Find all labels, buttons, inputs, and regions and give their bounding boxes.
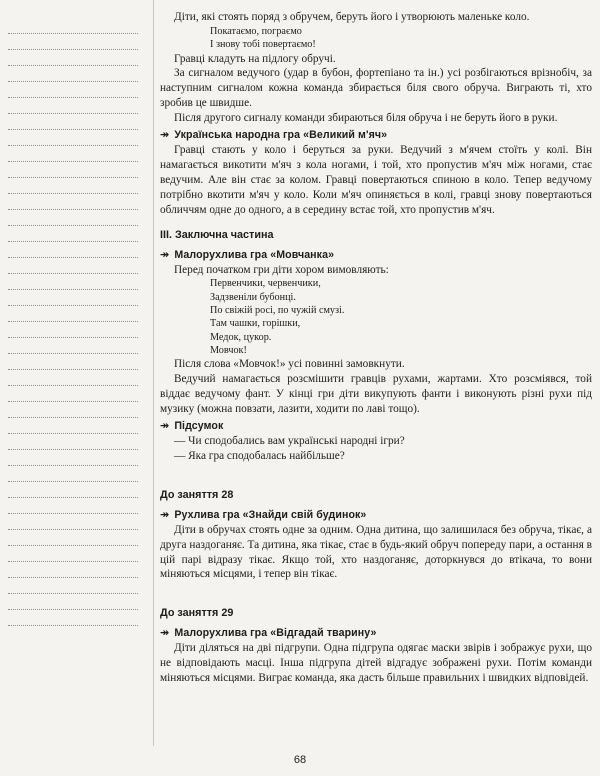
margin-note-line xyxy=(8,450,138,466)
page-content xyxy=(160,10,592,686)
summary-title: Підсумок xyxy=(174,419,224,432)
margin-note-line xyxy=(8,130,138,146)
summary-heading xyxy=(160,419,592,433)
margin-note-line xyxy=(8,594,138,610)
margin-note-line xyxy=(8,386,138,402)
paragraph: Ведучий намагається розсмішити гравців рухами, жартами. Хто розсміявся, той віддає ведучому фант. У кінці гри діти викупують фанти і виконують різні рухи під музику (можна повзати, лазити, ходити по лаві тощо). xyxy=(160,373,592,415)
margin-note-line xyxy=(8,258,138,274)
column-divider xyxy=(153,0,154,746)
verse-line: Покатаємо, пограємо xyxy=(210,25,302,37)
verse-line: І знову тобі повертаємо! xyxy=(210,39,316,51)
margin-note-line xyxy=(8,370,138,386)
paragraph: За сигналом ведучого (удар в бубон, фортепіано та ін.) усі розбігаються врізнобіч, за наступним сигналом кожна команда збирається біля свого обруча. Виграють ті, хто зробив це швидше. xyxy=(160,67,592,110)
game-title: Українська народна гра «Великий м'яч» xyxy=(174,129,388,142)
section-title: III. Заключна частина xyxy=(160,228,274,241)
margin-note-line xyxy=(8,354,138,370)
margin-note-line xyxy=(8,578,138,594)
double-arrow-icon: ↠ xyxy=(160,129,170,142)
double-arrow-icon: ↠ xyxy=(160,627,170,640)
verse-line: Там чашки, горішки, xyxy=(210,318,301,330)
margin-note-line xyxy=(8,50,138,66)
game-heading-guess-animal xyxy=(160,626,592,640)
margin-note-line xyxy=(8,114,138,130)
margin-note-line xyxy=(8,82,138,98)
question: — Яка гра сподобалась найбільше? xyxy=(174,449,345,462)
margin-note-line xyxy=(8,34,138,50)
margin-note-line xyxy=(8,210,138,226)
margin-note-lines xyxy=(8,18,138,626)
game-title: Малорухлива гра «Відгадай тварину» xyxy=(174,627,377,640)
game-title: Рухлива гра «Знайди свій будинок» xyxy=(174,508,367,521)
margin-note-line xyxy=(8,306,138,322)
rhyme-verse xyxy=(160,277,592,357)
game-heading-silence xyxy=(160,248,592,262)
paragraph: Діти діляться на дві підгрупи. Одна підгрупа одягає маски звірів і зображує рухи, що не відповідають масці. Інша підгрупа дітей відгадує зображені рухи. Потім команди міняються місцями. Виграє команда, яка дасть більше правильних і швидких відповідей. xyxy=(160,642,592,685)
game-title: Малорухлива гра «Мовчанка» xyxy=(174,248,335,261)
margin-note-line xyxy=(8,18,138,34)
double-arrow-icon: ↠ xyxy=(160,248,170,261)
margin-note-line xyxy=(8,546,138,562)
margin-note-line xyxy=(8,242,138,258)
lesson-29-heading: До заняття 29 xyxy=(160,607,234,620)
margin-note-line xyxy=(8,178,138,194)
question: — Чи сподобались вам українські народні ігри? xyxy=(174,434,405,447)
margin-note-line xyxy=(8,66,138,82)
margin-note-line xyxy=(8,322,138,338)
margin-note-line xyxy=(8,98,138,114)
margin-note-line xyxy=(8,562,138,578)
margin-note-line xyxy=(8,162,138,178)
intro-verse xyxy=(160,25,592,52)
margin-note-line xyxy=(8,482,138,498)
double-arrow-icon: ↠ xyxy=(160,419,170,432)
margin-note-line xyxy=(8,434,138,450)
lesson-28-heading: До заняття 28 xyxy=(160,488,234,501)
double-arrow-icon: ↠ xyxy=(160,508,170,521)
game-heading-find-house xyxy=(160,508,592,522)
margin-note-line xyxy=(8,290,138,306)
margin-note-line xyxy=(8,466,138,482)
paragraph: Після другого сигналу команди збираються біля обруча і не беруть його в руки. xyxy=(174,112,558,125)
margin-note-line xyxy=(8,418,138,434)
paragraph: Перед початком гри діти хором вимовляють: xyxy=(174,263,389,276)
verse-line: По свіжій росі, по чужій смузі. xyxy=(210,305,345,317)
verse-line: Мовчок! xyxy=(210,344,247,356)
paragraph: Гравці кладуть на підлогу обручі. xyxy=(174,52,336,65)
paragraph: Гравці стають у коло і беруться за руки. Ведучий з м'ячем стоїть у колі. Він намагається викотити м'яч з кола ногами, і той, хто пропустив м'яч між ногами, стає ведучим. Але він стає за колом. Гравці повертаються спиною в коло. Тепер ведучому потрібно вкотити м'яч у коло. Коли м'яч опиняється в колі, гравці знову повертаються обличчям одне до одного, а в середину встає той, хто пропустив м'яч. xyxy=(160,144,592,216)
paragraph: Діти в обручах стоять одне за одним. Одна дитина, що залишилася без обруча, тікає, а друга наздоганяє. Та дитина, яка тікає, стає в будь-який обруч попереду пари, а остання в цій парі відразу тікає. Якщо той, хто наздоганяє, доторкнувся до втікача, то вони міняються місцями, і тепер він тікає. xyxy=(160,523,592,581)
margin-note-line xyxy=(8,146,138,162)
game-heading-big-ball xyxy=(160,128,592,142)
margin-note-line xyxy=(8,226,138,242)
margin-note-line xyxy=(8,274,138,290)
verse-line: Медок, цукор. xyxy=(210,331,272,343)
margin-note-line xyxy=(8,498,138,514)
margin-note-line xyxy=(8,402,138,418)
verse-line: Первенчики, червенчики, xyxy=(210,278,321,290)
paragraph: Після слова «Мовчок!» усі повинні замовкнути. xyxy=(174,358,405,371)
margin-note-line xyxy=(8,610,138,626)
margin-note-line xyxy=(8,530,138,546)
intro-text: Діти, які стоять поряд з обручем, беруть його і утворюють маленьке коло. xyxy=(174,11,530,23)
margin-note-line xyxy=(8,194,138,210)
margin-note-line xyxy=(8,338,138,354)
verse-line: Задзвеніли бубонці. xyxy=(210,291,296,303)
page-number: 68 xyxy=(293,754,307,766)
margin-note-line xyxy=(8,514,138,530)
